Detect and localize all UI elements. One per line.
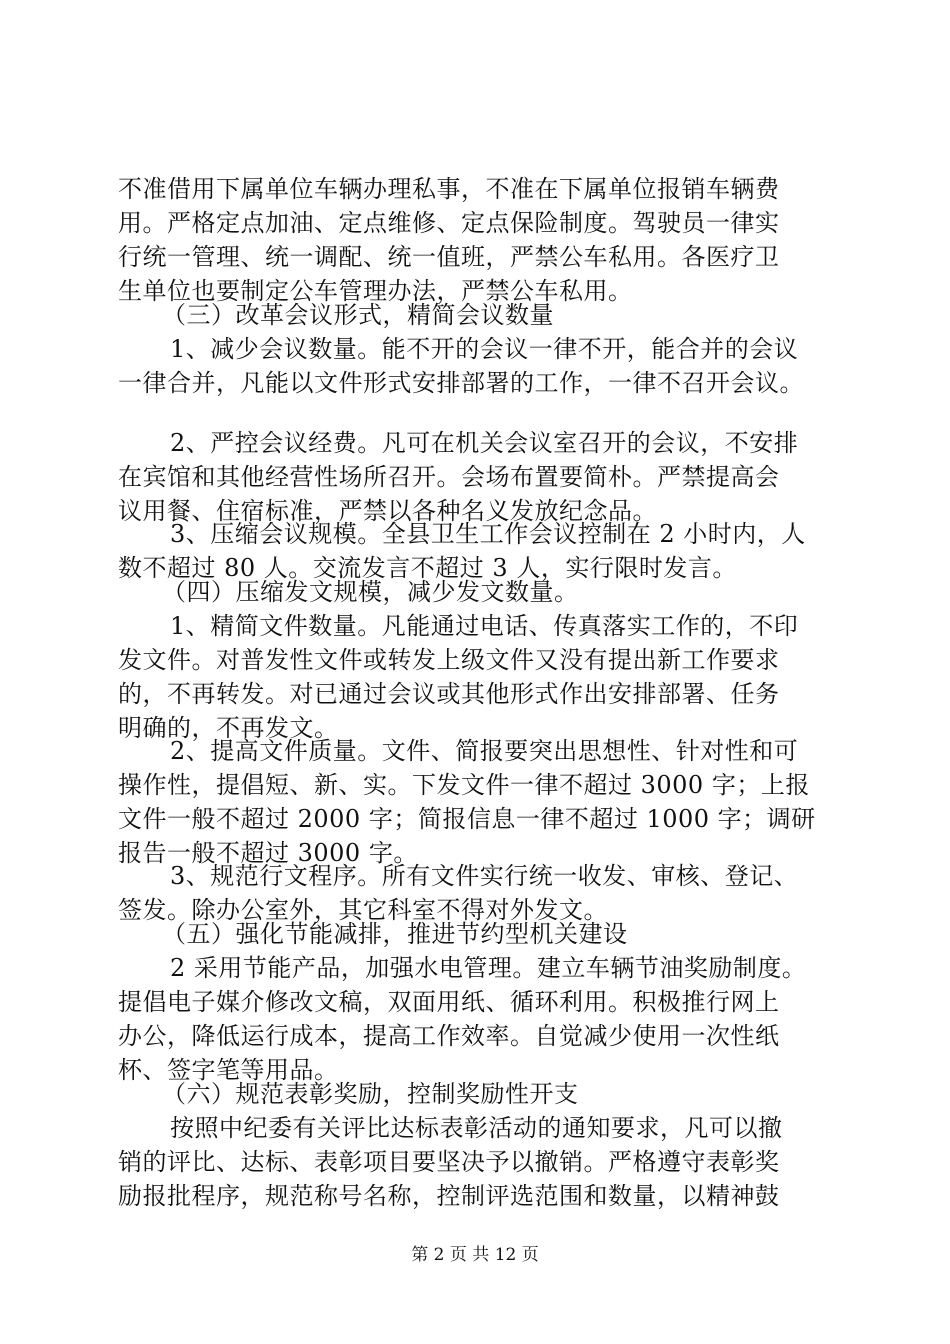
body-text-line: 用。严格定点加油、定点维修、定点保险制度。驾驶员一律实 xyxy=(118,209,780,237)
section-heading: （五）强化节能减排，推进节约型机关建设 xyxy=(162,920,628,948)
body-text-line: 议用餐、住宿标准，严禁以各种名义发放纪念品。 xyxy=(118,497,657,525)
body-text-line: 签发。除办公室外，其它科室不得对外发文。 xyxy=(118,896,608,924)
body-text-line: 发文件。对普发性文件或转发上级文件又没有提出新工作要求 xyxy=(118,646,780,674)
body-text-line: 按照中纪委有关评比达标表彰活动的通知要求，凡可以撤 xyxy=(170,1114,783,1142)
body-text-line: 报告一般不超过 3000 字。 xyxy=(118,839,418,867)
body-text-line: 3、规范行文程序。所有文件实行统一收发、审核、登记、 xyxy=(170,862,799,890)
body-text-line: 明确的，不再发文。 xyxy=(118,714,339,742)
body-text-line: 销的评比、达标、表彰项目要坚决予以撤销。严格遵守表彰奖 xyxy=(118,1148,780,1176)
body-text-line: 操作性，提倡短、新、实。下发文件一律不超过 3000 字；上报 xyxy=(118,771,810,799)
body-text-line: 励报批程序，规范称号名称，控制评选范围和数量，以精神鼓 xyxy=(118,1182,780,1210)
body-text-line: 1、精简文件数量。凡能通过电话、传真落实工作的，不印 xyxy=(170,612,799,640)
body-text-line: 提倡电子媒介修改文稿，双面用纸、循环利用。积极推行网上 xyxy=(118,988,780,1016)
body-text-line: 不准借用下属单位车辆办理私事，不准在下属单位报销车辆费 xyxy=(118,175,780,203)
section-heading: （三）改革会议形式，精简会议数量 xyxy=(162,301,554,329)
section-heading: （六）规范表彰奖励，控制奖励性开支 xyxy=(162,1080,579,1108)
body-text-line: 3、压缩会议规模。全县卫生工作会议控制在 2 小时内，人 xyxy=(170,520,806,548)
page-number: 第 2 页 共 12 页 xyxy=(411,1245,539,1265)
body-text-line: 的，不再转发。对已通过会议或其他形式作出安排部署、任务 xyxy=(118,680,780,708)
body-text-line: 一律合并，凡能以文件形式安排部署的工作，一律不召开会议。 xyxy=(118,369,804,397)
body-text-line: 1、减少会议数量。能不开的会议一律不开，能合并的会议 xyxy=(170,335,799,363)
body-text-line: 生单位也要制定公车管理办法，严禁公车私用。 xyxy=(118,277,633,305)
body-text-line: 行统一管理、统一调配、统一值班，严禁公车私用。各医疗卫 xyxy=(118,243,780,271)
section-heading: （四）压缩发文规模，减少发文数量。 xyxy=(162,578,579,606)
body-text-line: 文件一般不超过 2000 字；简报信息一律不超过 1000 字；调研 xyxy=(118,805,816,833)
body-text-line: 2、提高文件质量。文件、简报要突出思想性、针对性和可 xyxy=(170,737,799,765)
body-text-line: 杯、签字笔等用品。 xyxy=(118,1056,339,1084)
body-text-line: 2 采用节能产品，加强水电管理。建立车辆节油奖励制度。 xyxy=(170,954,807,982)
body-text-line: 数不超过 80 人。交流发言不超过 3 人，实行限时发言。 xyxy=(118,554,737,582)
body-text-line: 2、严控会议经费。凡可在机关会议室召开的会议，不安排 xyxy=(170,429,799,457)
body-text-line: 办公，降低运行成本，提高工作效率。自觉减少使用一次性纸 xyxy=(118,1022,780,1050)
body-text-line: 在宾馆和其他经营性场所召开。会场布置要简朴。严禁提高会 xyxy=(118,463,780,491)
